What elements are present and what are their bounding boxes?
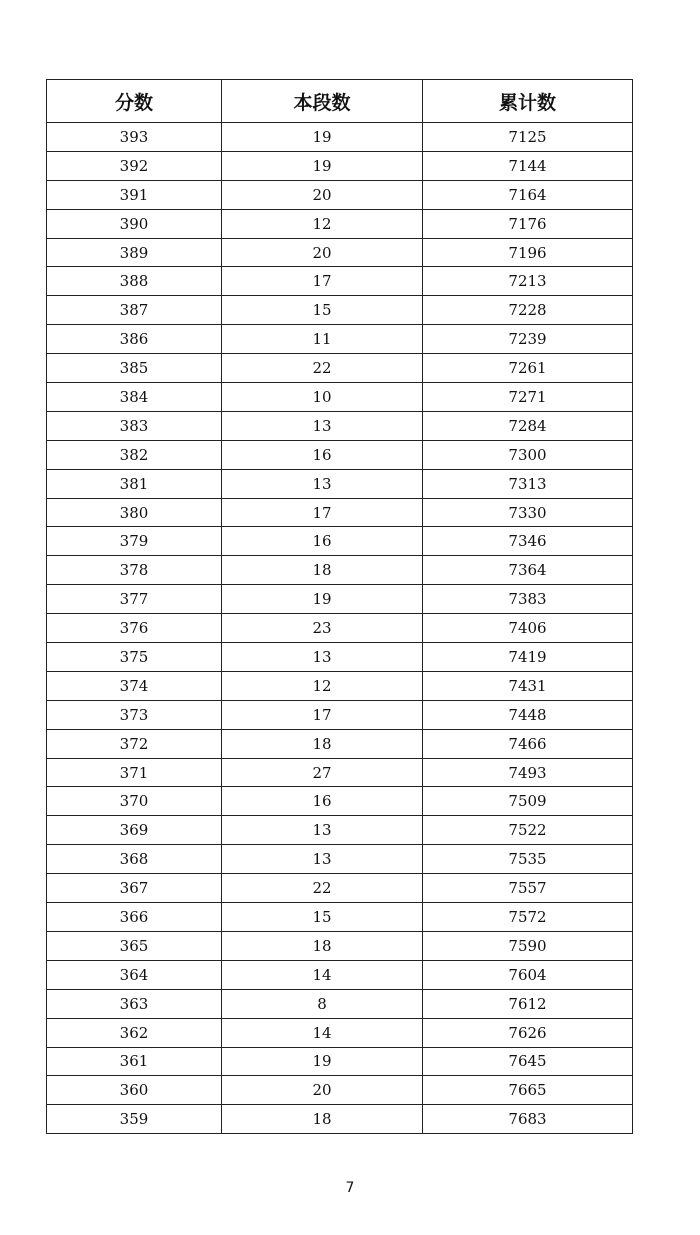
- cell-cumulative-count: 7572: [423, 903, 633, 932]
- table-row: [47, 1105, 633, 1134]
- cell-score: 368: [47, 845, 222, 874]
- cell-cumulative-count: 7665: [423, 1076, 633, 1105]
- table-row: [47, 903, 633, 932]
- table-row: [47, 874, 633, 903]
- cell-score: 366: [47, 903, 222, 932]
- table-row: [47, 383, 633, 412]
- cell-segment-count: 22: [222, 354, 423, 383]
- cell-segment-count: 13: [222, 411, 423, 440]
- table-row: [47, 931, 633, 960]
- cell-cumulative-count: 7284: [423, 411, 633, 440]
- cell-cumulative-count: 7448: [423, 700, 633, 729]
- cell-cumulative-count: 7431: [423, 671, 633, 700]
- table-header: [47, 80, 633, 123]
- cell-cumulative-count: 7125: [423, 123, 633, 152]
- cell-score: 372: [47, 729, 222, 758]
- header-row: [47, 80, 633, 123]
- table-row: [47, 700, 633, 729]
- cell-cumulative-count: 7300: [423, 440, 633, 469]
- table-row: [47, 325, 633, 354]
- cell-score: 360: [47, 1076, 222, 1105]
- table-row: [47, 614, 633, 643]
- cell-score: 373: [47, 700, 222, 729]
- cell-segment-count: 12: [222, 209, 423, 238]
- table-row: [47, 816, 633, 845]
- cell-segment-count: 19: [222, 123, 423, 152]
- table-row: [47, 498, 633, 527]
- cell-segment-count: 14: [222, 960, 423, 989]
- cell-segment-count: 13: [222, 816, 423, 845]
- cell-cumulative-count: 7522: [423, 816, 633, 845]
- table-row: [47, 296, 633, 325]
- cell-segment-count: 19: [222, 1047, 423, 1076]
- cell-score: 371: [47, 758, 222, 787]
- table-row: [47, 960, 633, 989]
- cell-segment-count: 17: [222, 700, 423, 729]
- table-row: [47, 180, 633, 209]
- cell-cumulative-count: 7313: [423, 469, 633, 498]
- cell-score: 376: [47, 614, 222, 643]
- cell-cumulative-count: 7683: [423, 1105, 633, 1134]
- table-row: [47, 238, 633, 267]
- cell-segment-count: 18: [222, 729, 423, 758]
- table-row: [47, 151, 633, 180]
- cell-segment-count: 27: [222, 758, 423, 787]
- cell-score: 370: [47, 787, 222, 816]
- cell-score: 367: [47, 874, 222, 903]
- cell-score: 388: [47, 267, 222, 296]
- cell-score: 379: [47, 527, 222, 556]
- cell-segment-count: 11: [222, 325, 423, 354]
- cell-segment-count: 18: [222, 931, 423, 960]
- table-row: [47, 411, 633, 440]
- cell-cumulative-count: 7196: [423, 238, 633, 267]
- table-row: [47, 1047, 633, 1076]
- cell-score: 386: [47, 325, 222, 354]
- table-row: [47, 527, 633, 556]
- cell-segment-count: 10: [222, 383, 423, 412]
- cell-cumulative-count: 7261: [423, 354, 633, 383]
- cell-cumulative-count: 7213: [423, 267, 633, 296]
- cell-score: 378: [47, 556, 222, 585]
- header-segment-count: 本段数: [222, 80, 423, 123]
- cell-score: 374: [47, 671, 222, 700]
- cell-segment-count: 12: [222, 671, 423, 700]
- table-row: [47, 556, 633, 585]
- cell-cumulative-count: 7626: [423, 1018, 633, 1047]
- cell-segment-count: 18: [222, 1105, 423, 1134]
- cell-score: 390: [47, 209, 222, 238]
- cell-score: 384: [47, 383, 222, 412]
- cell-cumulative-count: 7535: [423, 845, 633, 874]
- cell-segment-count: 13: [222, 845, 423, 874]
- cell-segment-count: 18: [222, 556, 423, 585]
- cell-segment-count: 15: [222, 296, 423, 325]
- cell-segment-count: 20: [222, 238, 423, 267]
- cell-score: 361: [47, 1047, 222, 1076]
- cell-score: 369: [47, 816, 222, 845]
- cell-segment-count: 17: [222, 498, 423, 527]
- cell-score: 382: [47, 440, 222, 469]
- cell-score: 392: [47, 151, 222, 180]
- cell-score: 380: [47, 498, 222, 527]
- table-row: [47, 585, 633, 614]
- table-row: [47, 267, 633, 296]
- cell-score: 377: [47, 585, 222, 614]
- cell-segment-count: 20: [222, 1076, 423, 1105]
- cell-cumulative-count: 7612: [423, 989, 633, 1018]
- cell-segment-count: 15: [222, 903, 423, 932]
- table-row: [47, 354, 633, 383]
- header-score: 分数: [47, 80, 222, 123]
- cell-cumulative-count: 7271: [423, 383, 633, 412]
- cell-cumulative-count: 7509: [423, 787, 633, 816]
- cell-cumulative-count: 7346: [423, 527, 633, 556]
- cell-segment-count: 13: [222, 643, 423, 672]
- table-row: [47, 440, 633, 469]
- table-row: [47, 787, 633, 816]
- cell-cumulative-count: 7590: [423, 931, 633, 960]
- cell-cumulative-count: 7645: [423, 1047, 633, 1076]
- cell-cumulative-count: 7466: [423, 729, 633, 758]
- cell-cumulative-count: 7176: [423, 209, 633, 238]
- cell-score: 391: [47, 180, 222, 209]
- cell-cumulative-count: 7419: [423, 643, 633, 672]
- cell-score: 385: [47, 354, 222, 383]
- table-row: [47, 1076, 633, 1105]
- cell-segment-count: 14: [222, 1018, 423, 1047]
- cell-score: 393: [47, 123, 222, 152]
- cell-cumulative-count: 7364: [423, 556, 633, 585]
- cell-score: 362: [47, 1018, 222, 1047]
- cell-cumulative-count: 7493: [423, 758, 633, 787]
- cell-cumulative-count: 7228: [423, 296, 633, 325]
- cell-score: 363: [47, 989, 222, 1018]
- cell-segment-count: 8: [222, 989, 423, 1018]
- cell-score: 365: [47, 931, 222, 960]
- score-distribution-table: [46, 79, 633, 1134]
- table-row: [47, 729, 633, 758]
- cell-cumulative-count: 7164: [423, 180, 633, 209]
- cell-cumulative-count: 7383: [423, 585, 633, 614]
- cell-cumulative-count: 7330: [423, 498, 633, 527]
- cell-segment-count: 19: [222, 585, 423, 614]
- table-row: [47, 643, 633, 672]
- cell-score: 375: [47, 643, 222, 672]
- table-row: [47, 989, 633, 1018]
- cell-score: 387: [47, 296, 222, 325]
- header-cumulative-count: 累计数: [423, 80, 633, 123]
- table-row: [47, 123, 633, 152]
- cell-score: 383: [47, 411, 222, 440]
- cell-score: 381: [47, 469, 222, 498]
- cell-cumulative-count: 7144: [423, 151, 633, 180]
- cell-segment-count: 16: [222, 440, 423, 469]
- page-number: 7: [345, 1180, 355, 1196]
- table-row: [47, 1018, 633, 1047]
- cell-cumulative-count: 7557: [423, 874, 633, 903]
- table-row: [47, 845, 633, 874]
- cell-segment-count: 16: [222, 787, 423, 816]
- cell-segment-count: 22: [222, 874, 423, 903]
- table-row: [47, 469, 633, 498]
- cell-cumulative-count: 7239: [423, 325, 633, 354]
- cell-segment-count: 19: [222, 151, 423, 180]
- cell-score: 359: [47, 1105, 222, 1134]
- cell-cumulative-count: 7406: [423, 614, 633, 643]
- cell-segment-count: 17: [222, 267, 423, 296]
- table-body: [47, 123, 633, 1134]
- cell-score: 364: [47, 960, 222, 989]
- cell-score: 389: [47, 238, 222, 267]
- cell-cumulative-count: 7604: [423, 960, 633, 989]
- table-row: [47, 758, 633, 787]
- cell-segment-count: 20: [222, 180, 423, 209]
- cell-segment-count: 13: [222, 469, 423, 498]
- table-row: [47, 209, 633, 238]
- table-row: [47, 671, 633, 700]
- cell-segment-count: 23: [222, 614, 423, 643]
- cell-segment-count: 16: [222, 527, 423, 556]
